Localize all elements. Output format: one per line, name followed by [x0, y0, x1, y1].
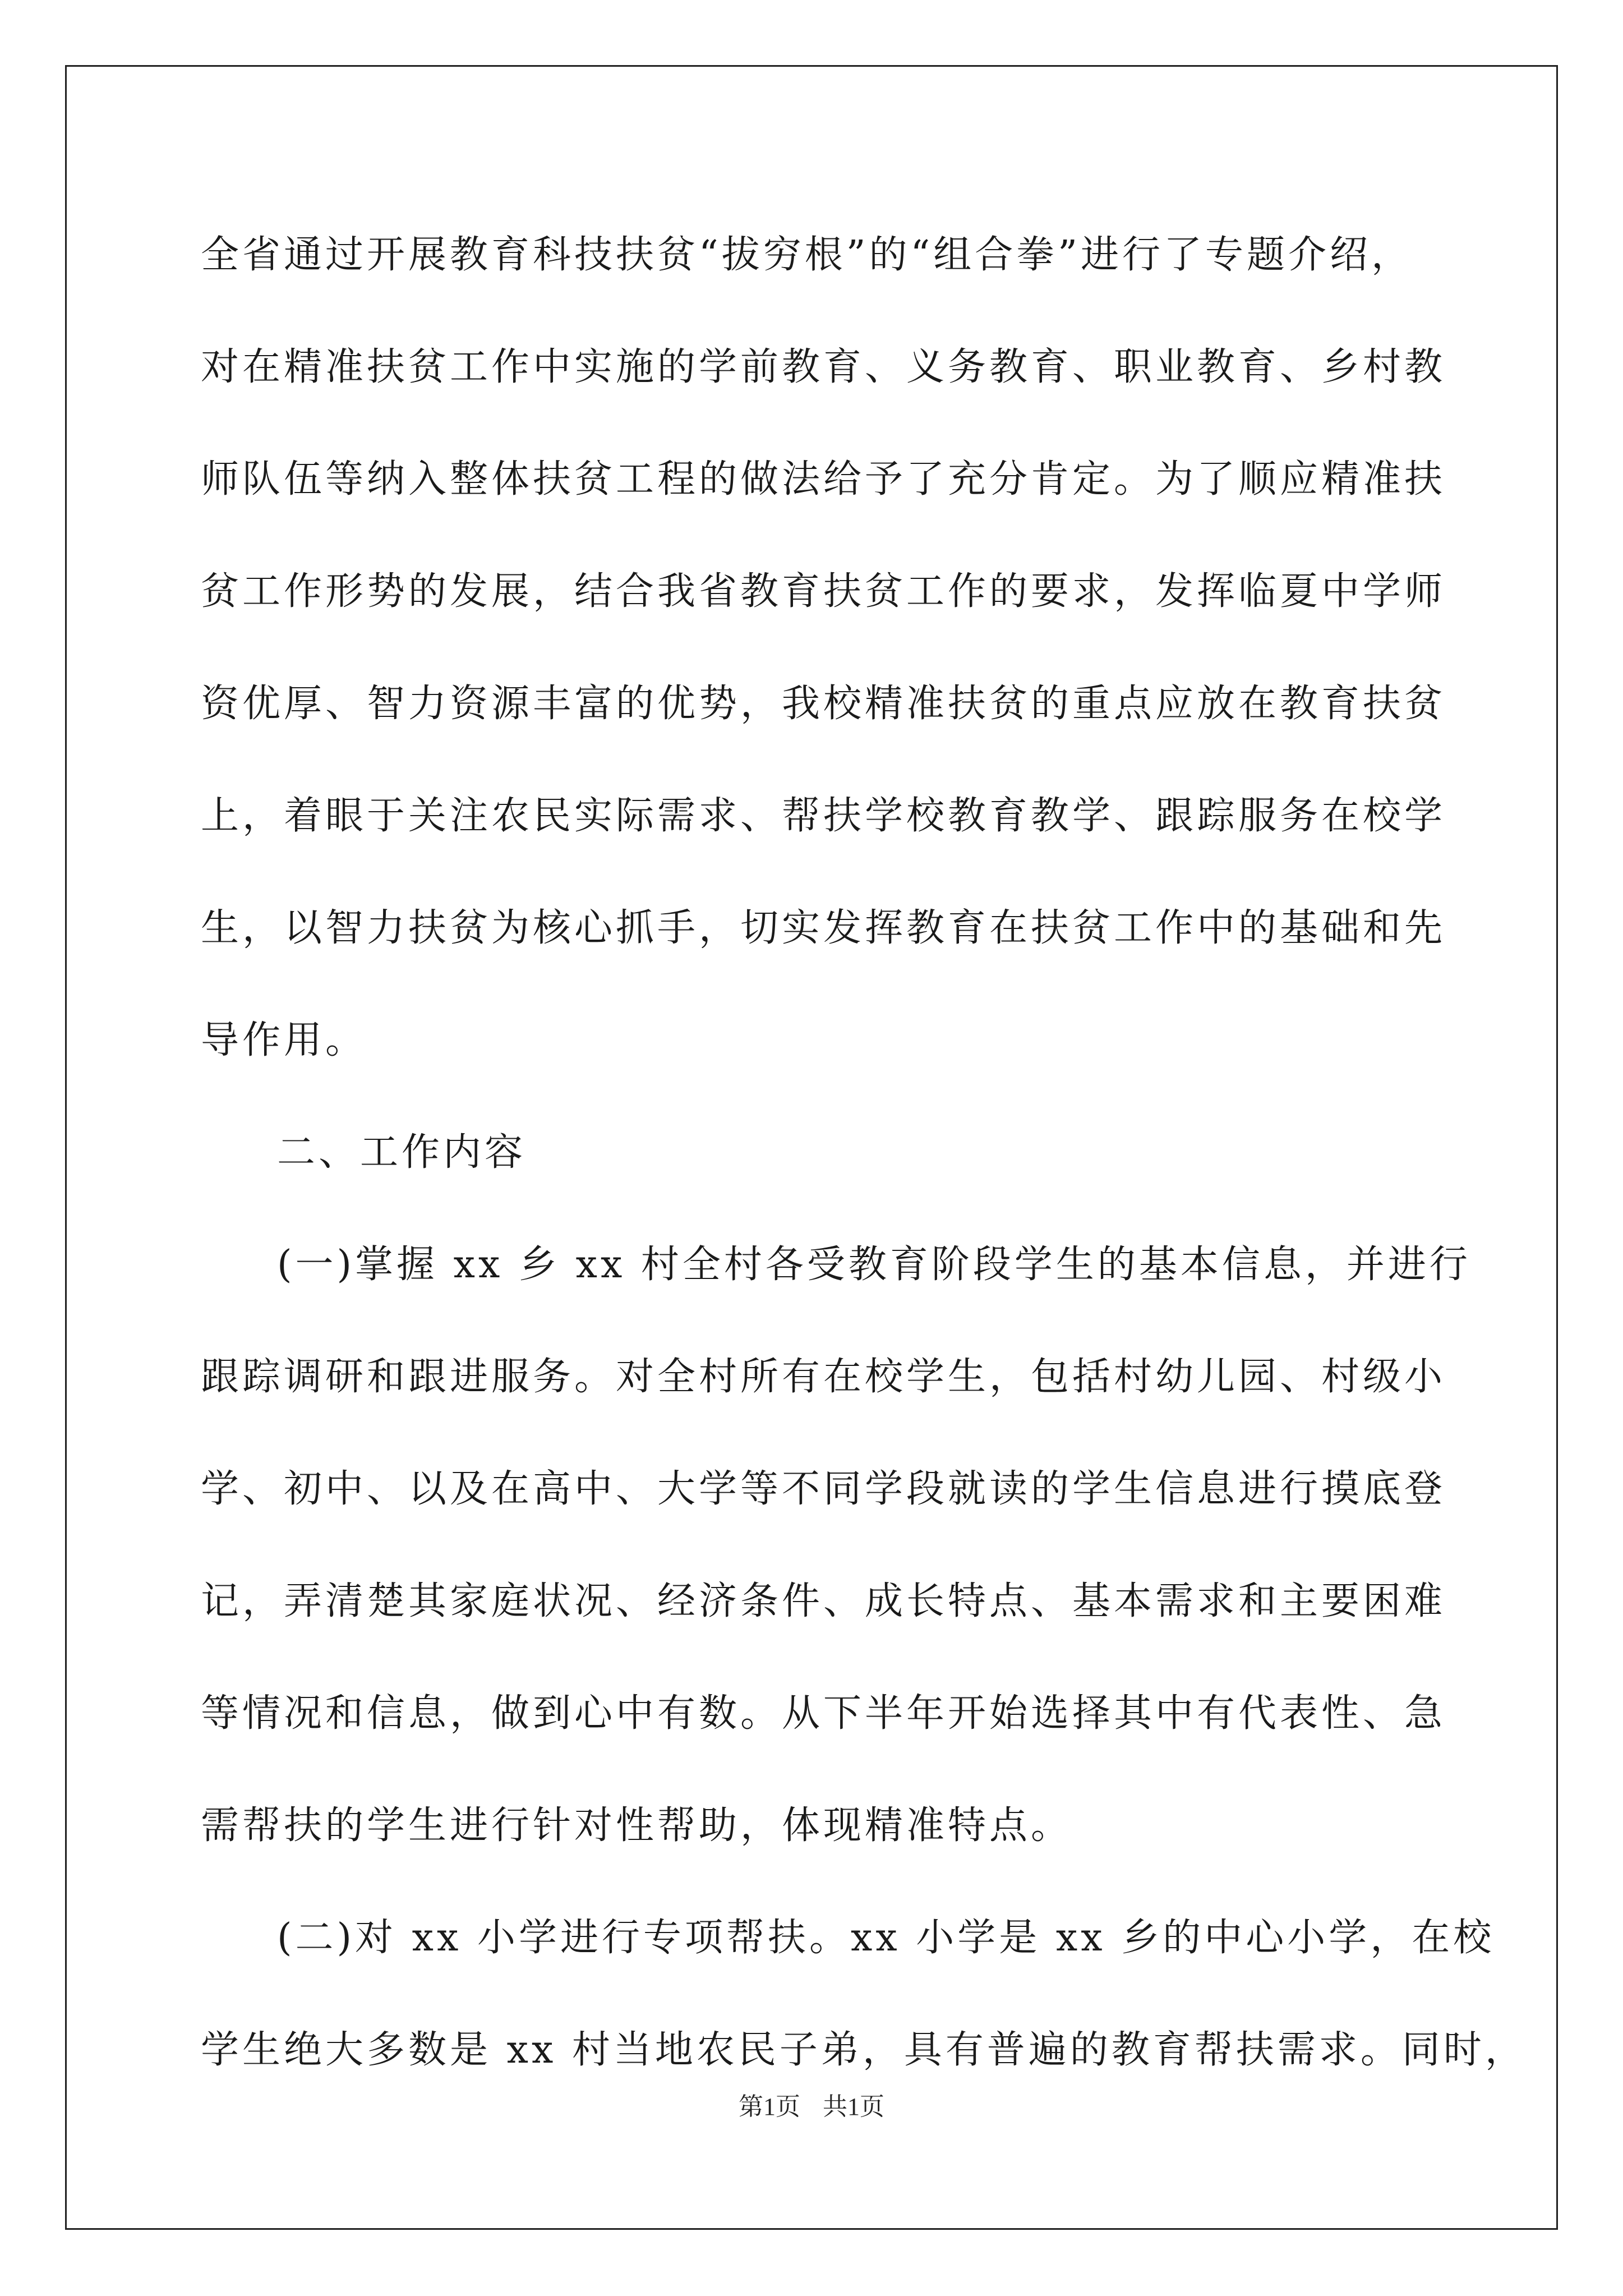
body-line: 全省通过开展教育科技扶贫“拔穷根”的“组合拳”进行了专题介绍，	[201, 233, 1413, 277]
body-line: 资优厚、智力资源丰富的优势，我校精准扶贫的重点应放在教育扶贫	[201, 682, 1446, 726]
paragraph-first-line: (一)掌握 xx 乡 xx 村全村各受教育阶段学生的基本信息，并进行	[277, 1243, 1471, 1287]
body-line: 记，弄清楚其家庭状况、经济条件、成长特点、基本需求和主要困难	[201, 1579, 1446, 1623]
body-line: 跟踪调研和跟进服务。对全村所有在校学生，包括村幼儿园、村级小	[201, 1355, 1446, 1399]
paragraph-first-line: (二)对 xx 小学进行专项帮扶。xx 小学是 xx 乡的中心小学，在校	[277, 1916, 1495, 1960]
body-line: 贫工作形势的发展，结合我省教育扶贫工作的要求，发挥临夏中学师	[201, 569, 1446, 614]
document-body	[201, 199, 1527, 2106]
section-heading: 二、工作内容	[277, 1130, 527, 1175]
body-line: 等情况和信息，做到心中有数。从下半年开始选择其中有代表性、急	[201, 1691, 1446, 1736]
body-line: 上，着眼于关注农民实际需求、帮扶学校教育教学、跟踪服务在校学	[201, 794, 1446, 838]
body-line: 生，以智力扶贫为核心抓手，切实发挥教育在扶贫工作中的基础和先	[201, 906, 1446, 950]
page-footer	[0, 2090, 1623, 2124]
body-line: 学、初中、以及在高中、大学等不同学段就读的学生信息进行摸底登	[201, 1467, 1446, 1511]
body-line: 导作用。	[201, 1018, 367, 1062]
body-line: 对在精准扶贫工作中实施的学前教育、义务教育、职业教育、乡村教	[201, 345, 1446, 389]
body-line: 需帮扶的学生进行针对性帮助，体现精准特点。	[201, 1803, 1073, 1848]
page-number: 第1页	[739, 2093, 800, 2120]
page-total: 共1页	[823, 2093, 884, 2120]
body-line: 学生绝大多数是 xx 村当地农民子弟，具有普遍的教育帮扶需求。同时，	[201, 2028, 1527, 2072]
body-line: 师队伍等纳入整体扶贫工程的做法给予了充分肯定。为了顺应精准扶	[201, 457, 1446, 501]
